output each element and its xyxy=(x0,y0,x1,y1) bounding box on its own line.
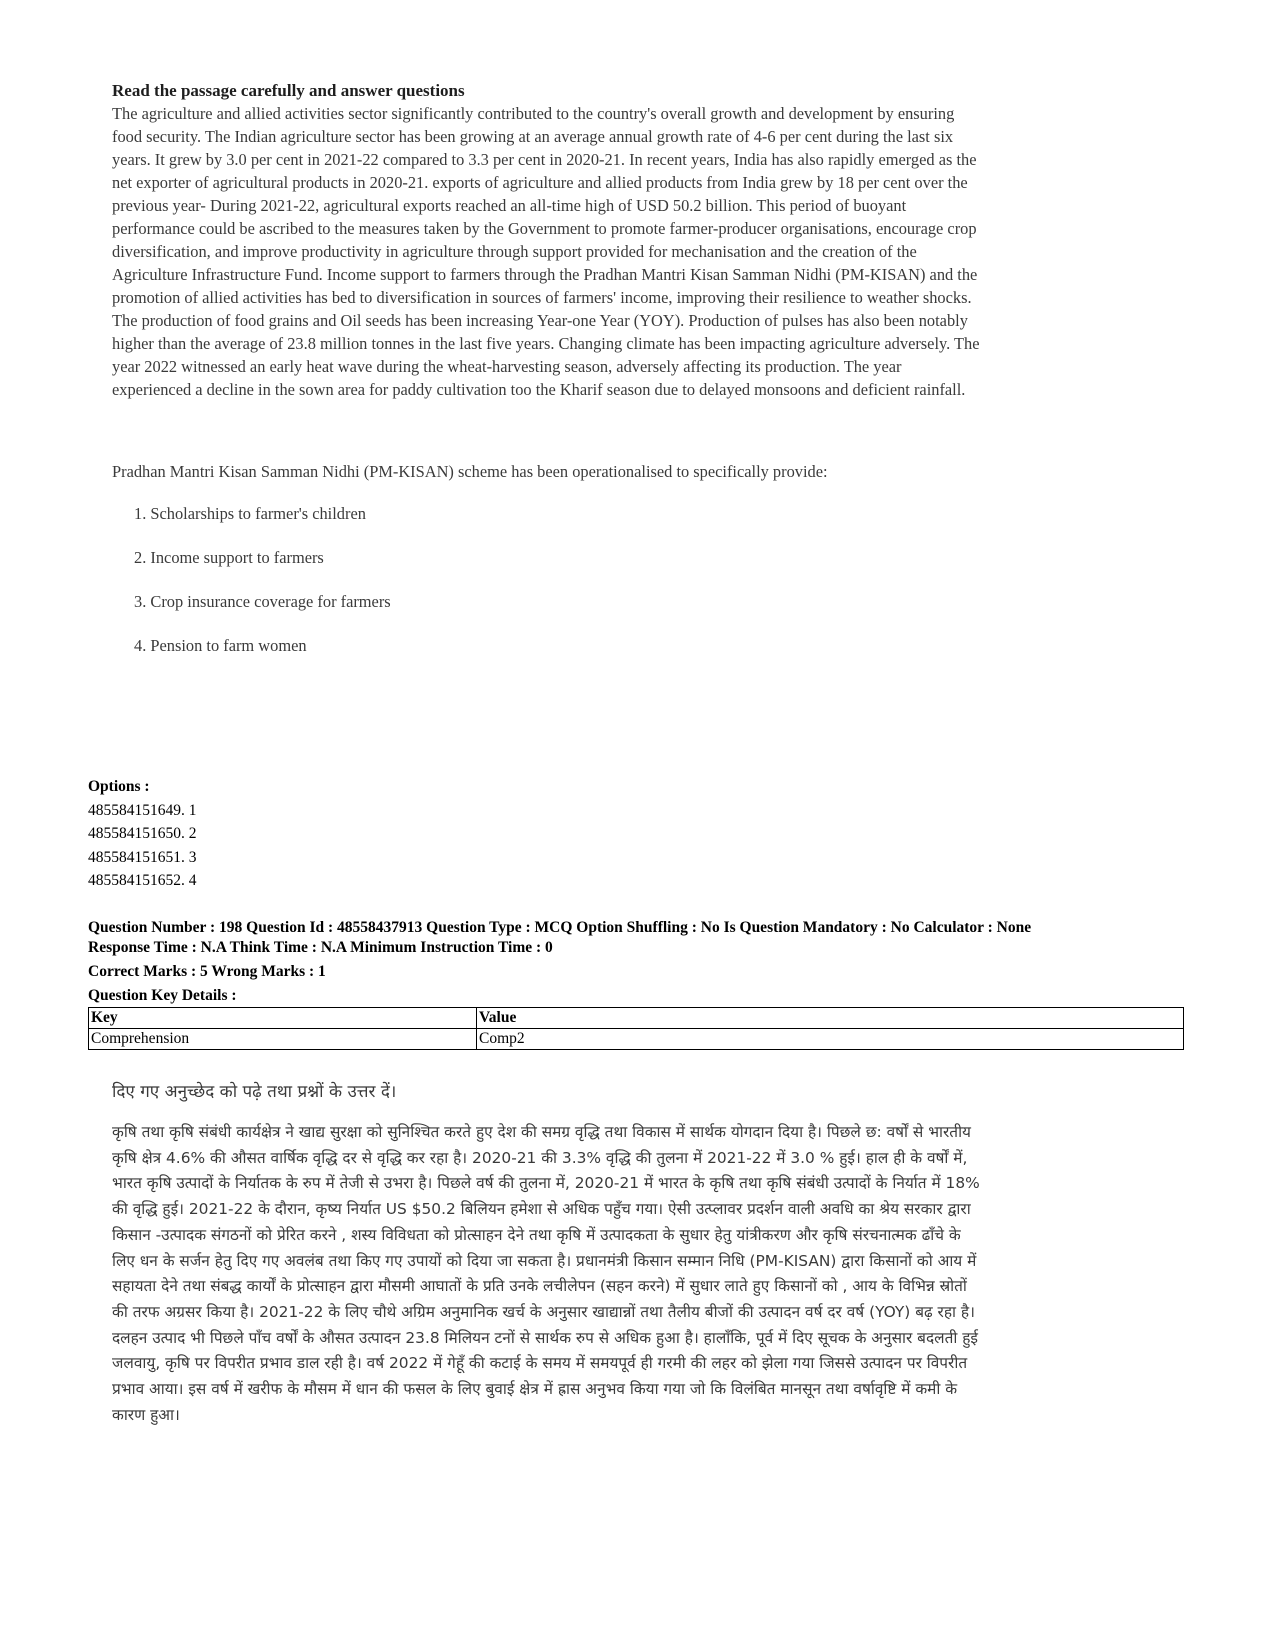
choice-item: 1. Scholarships to farmer's children xyxy=(134,504,366,523)
table-cell: Comprehension xyxy=(89,1029,477,1050)
meta-line-1: Question Number : 198 Question Id : 48558437913 Question Type : MCQ Option Shuffling : No Is Question Mandatory : No Calculator : None xyxy=(88,919,1032,936)
option-item: 485584151651. 3 xyxy=(88,848,197,866)
table-row xyxy=(89,1029,1184,1050)
option-item: 485584151649. 1 xyxy=(88,801,197,819)
hindi-passage-block xyxy=(112,1080,984,1428)
question-stem: Pradhan Mantri Kisan Samman Nidhi (PM-KISAN) scheme has been operationalised to specifically provide: xyxy=(112,462,828,481)
english-passage-block xyxy=(112,80,982,679)
table-header-row xyxy=(89,1008,1184,1029)
option-item: 485584151650. 2 xyxy=(88,825,197,842)
choice-item: 3. Crop insurance coverage for farmers xyxy=(134,592,391,611)
key-table xyxy=(88,1007,1184,1050)
options-label: Options : xyxy=(88,778,150,795)
passage-body: The agriculture and allied activities sector significantly contributed to the country's overall growth and development by ensuring food security. The Indian agriculture sector has been growing at an average annual growth rate of 4-6 per cent during the last six years. It grew by 3.0 per cent in 2021-22 compared to 3.3 per cent in 2020-21. In recent years, India has also rapidly emerged as the net exporter of agricultural products in 2020-21. exports of agriculture and allied products from India grew by 18 per cent over the previous year- During 2021-22, agricultural exports reached an all-time high of USD 50.2 billion. This period of buoyant performance could be ascribed to the measures taken by the Government to promote farmer-producer organisations, encourage crop diversification, and improve productivity in agriculture through support provided for mechanisation and the creation of the Agriculture Infrastructure Fund. Income support to farmers through the Pradhan Mantri Kisan Samman Nidhi (PM-KISAN) and the promotion of allied activities has bed to diversification in sources of farmers' income, improving their resilience to weather shocks. The production of food grains and Oil seeds has been increasing Year-one Year (YOY). Production of pulses has also been notably higher than the average of 23.8 million tonnes in the last five years. Changing climate has been impacting agriculture adversely. The year 2022 witnessed an early heat wave during the wheat-harvesting season, adversely affecting its production. The year experienced a decline in the sown area for paddy cultivation too the Kharif season due to delayed monsoons and deficient rainfall. xyxy=(112,104,980,399)
table-cell: Comp2 xyxy=(477,1029,1184,1050)
marks-line: Correct Marks : 5 Wrong Marks : 1 xyxy=(88,963,326,980)
table-header-cell: Value xyxy=(477,1008,1184,1029)
choice-item: 2. Income support to farmers xyxy=(134,548,324,567)
meta-line-2: Response Time : N.A Think Time : N.A Minimum Instruction Time : 0 xyxy=(88,939,553,956)
option-item: 485584151652. 4 xyxy=(88,872,197,889)
passage-heading: Read the passage carefully and answer questions xyxy=(112,81,465,100)
choice-list xyxy=(134,503,982,657)
hindi-passage-body: कृषि तथा कृषि संबंधी कार्यक्षेत्र ने खाद्य सुरक्षा को सुनिश्चित करते हुए देश की समग्र वृद्धि तथा विकास में सार्थक योगदान दिया है। पिछले छ: वर्षों से भारतीय कृषि क्षेत्र 4.6% की औसत वार्षिक वृद्धि दर से वृद्धि कर रहा है। 2020-21 की 3.3% वृद्धि की तुलना में 2021-22 में 3.0 % हुई। हाल ही के वर्षों में, भारत कृषि उत्पादों के निर्यातक के रुप में तेजी से उभरा है। पिछले वर्ष की तुलना में, 2020-21 में भारत के कृषि तथा कृषि संबंधी उत्पादों के निर्यात में 18% की वृद्धि हुई। 2021-22 के दौरान, कृष्य निर्यात US $50.2 बिलियन हमेशा से अधिक पहुँच गया। ऐसी उत्प्लावर प्रदर्शन वाली अवधि का श्रेय सरकार द्वारा किसान -उत्पादक संगठनों को प्रेरित करने , शस्य विविधता को प्रोत्साहन देने तथा कृषि में उत्पादकता के सुधार हेतु यांत्रीकरण और कृषि संरचनात्मक ढाँचे के लिए धन के सर्जन हेतु दिए गए अवलंब तथा किए गए उपायों को दिया जा सकता है। प्रधानमंत्री किसान सम्मान निधि (PM-KISAN) द्वारा किसानों को आय में सहायता देने तथा संबद्ध कार्यों के प्रोत्साहन द्वारा मौसमी आघातों के प्रति उनके लचीलेपन (सहन करने) में सुधार लाते हुए किसानों को , आय के विभिन्न स्रोतों की तरफ अग्रसर किया है। 2021-22 के लिए चौथे अग्रिम अनुमानिक खर्च के अनुसार खाद्यान्नों तथा तैलीय बीजों की उत्पादन वर्ष दर वर्ष (YOY) बढ़ रहा है। दलहन उत्पाद भी पिछले पाँच वर्षों के औसत उत्पादन 23.8 मिलियन टनों से सार्थक रुप से अधिक हुआ है। हालाँकि, पूर्व में दिए सूचक के अनुसार बदलती हुई जलवायु, कृषि पर विपरीत प्रभाव डाल रही है। वर्ष 2022 में गेहूँ की कटाई के समय में समयपूर्व ही गरमी की लहर को झेला गया जिससे उत्पादन पर विपरीत प्रभाव आया। इस वर्ष में खरीफ के मौसम में धान की फसल के लिए बुवाई क्षेत्र में ह्रास अनुभव किया गया जो कि विलंबित मानसून तथा वर्षावृष्टि में कमी के कारण हुआ। xyxy=(112,1123,980,1424)
table-header-cell: Key xyxy=(89,1008,477,1029)
question-meta xyxy=(88,918,1188,1006)
hindi-passage-heading: दिए गए अनुच्छेद को पढ़े तथा प्रश्नों के उत्तर दें। xyxy=(112,1082,397,1102)
choice-item: 4. Pension to farm women xyxy=(134,636,307,655)
key-details-label: Question Key Details : xyxy=(88,987,237,1004)
options-block xyxy=(88,775,197,893)
